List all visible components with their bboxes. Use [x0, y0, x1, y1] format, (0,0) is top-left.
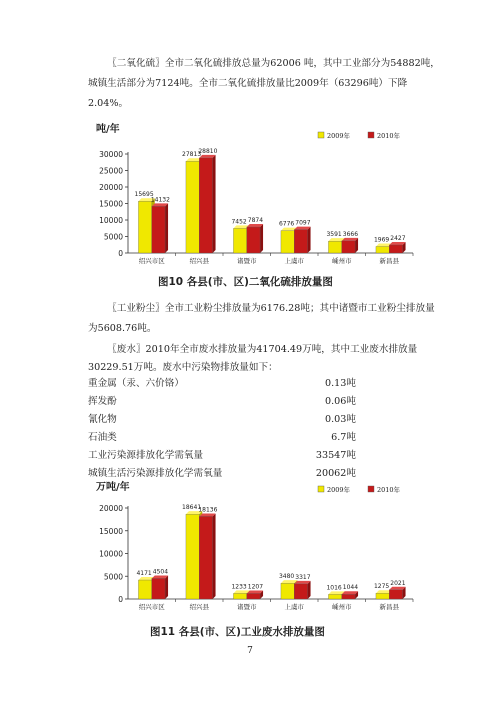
- x-tick-label: 上虞市: [284, 603, 304, 611]
- bar: [376, 247, 389, 253]
- pollutant-name: 石油类: [88, 432, 117, 443]
- bar-data-label: 2427: [390, 234, 406, 242]
- bar-data-label: 4171: [136, 570, 152, 578]
- bar: [247, 227, 260, 253]
- bar-data-label: 4504: [152, 568, 169, 576]
- bar: [138, 580, 151, 599]
- bar: [281, 583, 294, 599]
- bar-data-label: 1016: [326, 584, 342, 592]
- bar-data-label: 7097: [295, 219, 311, 227]
- bar-data-label: 18136: [198, 506, 218, 514]
- pollutant-value: 6.7吨: [331, 432, 356, 443]
- bar-side: [213, 155, 216, 253]
- bar-data-label: 15695: [134, 191, 154, 199]
- bar-data-label: 2021: [390, 579, 406, 587]
- bar: [342, 594, 355, 599]
- bar-side: [165, 576, 168, 599]
- legend-swatch: [318, 132, 324, 138]
- pollutant-name: 氰化物: [88, 414, 117, 425]
- bar: [294, 230, 307, 253]
- bar-data-label: 27813: [182, 151, 202, 159]
- pollutant-name: 挥发酚: [88, 396, 117, 407]
- bar-side: [260, 224, 263, 253]
- y-tick-label: 15000: [99, 526, 123, 536]
- bar-data-label: 3317: [295, 573, 311, 581]
- y-tick-label: 20000: [99, 183, 123, 192]
- bar: [199, 158, 212, 253]
- so2-chart-svg: [88, 122, 418, 272]
- x-tick-label: 新昌县: [379, 257, 399, 265]
- y-tick-label: 30000: [99, 150, 123, 159]
- pollutant-value: 0.03吨: [325, 414, 356, 425]
- x-tick-label: 嵊州市: [332, 603, 352, 611]
- bar: [389, 245, 402, 253]
- so2-term: 二氧化硫: [116, 58, 156, 69]
- pollutant-row: [88, 447, 356, 465]
- pollutant-row: [88, 429, 356, 447]
- legend-label: 2009年: [327, 132, 351, 140]
- legend-swatch: [318, 486, 324, 492]
- y-tick-label: 10000: [99, 216, 123, 225]
- bar-data-label: 6776: [278, 220, 295, 228]
- pollutant-row: [88, 411, 356, 429]
- bar: [389, 590, 402, 599]
- pollutant-value: 0.13吨: [325, 378, 356, 389]
- legend-label: 2010年: [377, 486, 401, 494]
- y-tick-label: 5000: [103, 232, 123, 242]
- water-paragraph: [88, 341, 440, 377]
- x-tick-label: 新昌县: [379, 603, 399, 611]
- legend-label: 2010年: [377, 132, 401, 140]
- x-tick-label: 诸暨市: [237, 257, 257, 265]
- pollutant-value: 33547吨: [315, 450, 356, 461]
- legend-swatch: [368, 486, 374, 492]
- x-tick-label: 诸暨市: [237, 603, 257, 611]
- bar: [233, 593, 246, 599]
- bar: [186, 514, 199, 599]
- bar-data-label: 3480: [278, 573, 295, 581]
- bar: [281, 231, 294, 253]
- bar: [342, 241, 355, 253]
- bar-data-label: 1044: [342, 584, 359, 592]
- dust-paragraph: [88, 299, 440, 339]
- bar: [376, 593, 389, 599]
- bar-data-label: 18641: [182, 504, 202, 512]
- bar: [199, 516, 212, 599]
- bar: [328, 594, 341, 599]
- bar-data-label: 7874: [247, 217, 264, 225]
- x-tick-label: 绍兴市区: [138, 257, 165, 265]
- bar-side: [308, 227, 311, 253]
- bar: [233, 228, 246, 253]
- so2-text: 全市二氧化硫排放总量为62006 吨，其中工业部分为54882吨，城镇生活部分为7124吨。全市二氧化硫排放量比2009年（63296吨）下降2.04%。: [88, 58, 440, 109]
- pollutant-value: 0.06吨: [325, 396, 356, 407]
- dust-text: 〖工业粉尘〗全市工业粉尘排放量为6176.28吨；其中诸暨市工业粉尘排放量为5608.76吨。: [88, 303, 435, 334]
- bar-data-label: 1969: [373, 236, 390, 244]
- bar-data-label: 1275: [373, 583, 390, 591]
- bar: [294, 584, 307, 599]
- bar-data-label: 1233: [231, 583, 247, 591]
- pollutant-value: 20062吨: [315, 468, 356, 479]
- bar: [247, 594, 260, 599]
- y-tick-label: 15000: [99, 199, 123, 209]
- x-tick-label: 绍兴县: [189, 603, 209, 611]
- y-axis-label: 万吨/年: [96, 482, 130, 493]
- bar: [152, 206, 165, 253]
- bar-data-label: 7452: [231, 218, 247, 226]
- bar: [152, 579, 165, 599]
- so2-bracket-open: 〖: [107, 58, 117, 69]
- bar: [138, 201, 151, 253]
- so2-chart: [88, 122, 418, 272]
- x-tick-label: 嵊州市: [332, 257, 352, 265]
- bar-data-label: 3666: [342, 230, 359, 238]
- pollutant-row: [88, 393, 356, 411]
- wastewater-chart: [88, 480, 418, 620]
- pollutant-table: [88, 375, 356, 483]
- bar-data-label: 3591: [326, 231, 342, 239]
- x-tick-label: 绍兴县: [189, 257, 209, 265]
- bar: [186, 161, 199, 253]
- wastewater-chart-caption: 图11 各县(市、区)工业废水排放量图: [150, 626, 325, 638]
- bar-data-label: 28810: [198, 147, 218, 155]
- pollutant-name: 工业污染源排放化学需氧量: [88, 450, 204, 461]
- legend-swatch: [368, 132, 374, 138]
- y-tick-label: 10000: [99, 549, 123, 559]
- so2-bracket-close: 〗: [155, 58, 165, 69]
- y-tick-label: 5000: [103, 572, 123, 582]
- so2-chart-caption: 图10 各县(市、区)二氧化硫排放量图: [158, 276, 333, 288]
- x-tick-label: 绍兴市区: [138, 603, 165, 611]
- pollutant-row: [88, 375, 356, 393]
- bar-data-label: 14132: [150, 196, 170, 204]
- pollutant-name: 重金属（汞、六价铬）: [88, 378, 184, 389]
- pollutant-name: 城镇生活污染源排放化学需氧量: [88, 468, 223, 479]
- so2-paragraph: [88, 54, 440, 114]
- legend-label: 2009年: [327, 486, 351, 494]
- page-number: 7: [247, 646, 253, 656]
- y-tick-label: 0: [118, 249, 123, 258]
- bar-data-label: 1207: [247, 583, 264, 591]
- bar-side: [213, 513, 216, 599]
- bar-side: [308, 581, 311, 599]
- x-tick-label: 上虞市: [284, 257, 304, 265]
- y-axis-label: 吨/年: [96, 124, 120, 135]
- bar: [328, 241, 341, 253]
- y-tick-label: 20000: [99, 504, 123, 513]
- y-tick-label: 25000: [99, 166, 123, 176]
- wastewater-chart-svg: [88, 480, 418, 620]
- y-tick-label: 0: [118, 595, 123, 604]
- bar-side: [165, 203, 168, 253]
- water-text: 〖废水〗2010年全市废水排放量为41704.49万吨，其中工业废水排放量30229.51万吨。废水中污染物排放量如下：: [88, 344, 418, 373]
